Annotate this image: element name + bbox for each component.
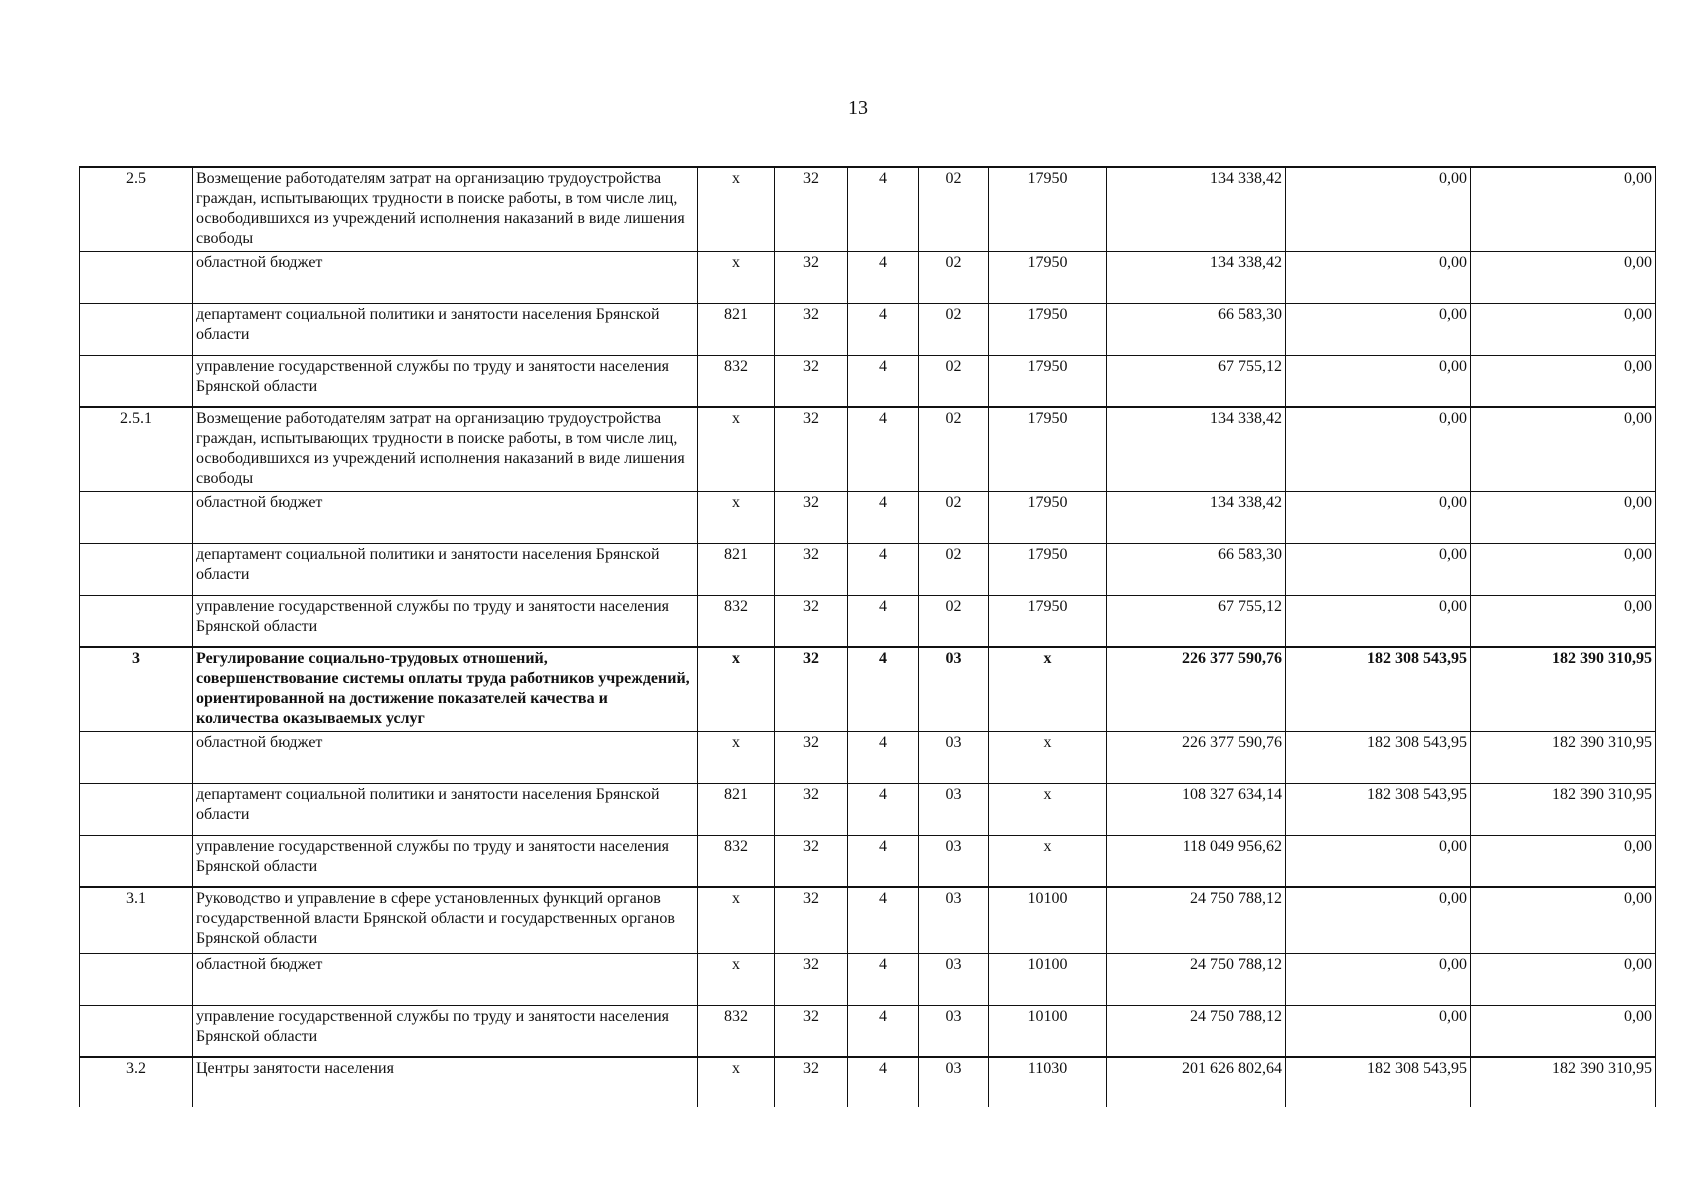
page-number: 13 — [848, 97, 868, 119]
program-code: 32 — [775, 887, 848, 953]
table-row — [80, 731, 1656, 783]
measure-code: 02 — [919, 167, 989, 251]
program-code: 32 — [775, 167, 848, 251]
program-code: 32 — [775, 595, 848, 647]
amount-year-2: 0,00 — [1286, 953, 1471, 1005]
grbs-code: 821 — [698, 303, 775, 355]
amount-year-1: 226 377 590,76 — [1107, 647, 1286, 731]
subprogram-code: 4 — [848, 647, 919, 731]
direction-code: х — [989, 647, 1107, 731]
subprogram-code: 4 — [848, 543, 919, 595]
direction-code: х — [989, 783, 1107, 835]
measure-code: 02 — [919, 303, 989, 355]
row-index: 2.5 — [80, 167, 193, 251]
amount-year-1: 24 750 788,12 — [1107, 953, 1286, 1005]
table-row — [80, 407, 1656, 491]
row-index: 3.1 — [80, 887, 193, 953]
measure-code: 02 — [919, 595, 989, 647]
measure-code: 03 — [919, 1057, 989, 1107]
amount-year-3: 0,00 — [1471, 167, 1656, 251]
row-name: департамент социальной политики и занятости населения Брянской области — [193, 543, 698, 595]
amount-year-3: 0,00 — [1471, 835, 1656, 887]
subprogram-code: 4 — [848, 595, 919, 647]
measure-code: 02 — [919, 491, 989, 543]
amount-year-1: 118 049 956,62 — [1107, 835, 1286, 887]
row-index: 2.5.1 — [80, 407, 193, 491]
subprogram-code: 4 — [848, 783, 919, 835]
program-code: 32 — [775, 407, 848, 491]
table-row — [80, 167, 1656, 251]
amount-year-2: 0,00 — [1286, 1005, 1471, 1057]
direction-code: 10100 — [989, 1005, 1107, 1057]
grbs-code: 832 — [698, 835, 775, 887]
amount-year-3: 0,00 — [1471, 887, 1656, 953]
table-body — [80, 167, 1656, 1107]
table-row — [80, 595, 1656, 647]
row-index — [80, 355, 193, 407]
grbs-code: 832 — [698, 595, 775, 647]
program-code: 32 — [775, 783, 848, 835]
measure-code: 02 — [919, 407, 989, 491]
amount-year-2: 0,00 — [1286, 355, 1471, 407]
amount-year-1: 66 583,30 — [1107, 543, 1286, 595]
table-row — [80, 1057, 1656, 1107]
direction-code: 17950 — [989, 595, 1107, 647]
direction-code: х — [989, 731, 1107, 783]
measure-code: 03 — [919, 731, 989, 783]
subprogram-code: 4 — [848, 835, 919, 887]
amount-year-2: 0,00 — [1286, 167, 1471, 251]
table-row — [80, 543, 1656, 595]
amount-year-3: 0,00 — [1471, 1005, 1656, 1057]
grbs-code: 821 — [698, 543, 775, 595]
amount-year-2: 0,00 — [1286, 303, 1471, 355]
budget-table — [79, 166, 1656, 1107]
row-name: департамент социальной политики и занятости населения Брянской области — [193, 783, 698, 835]
amount-year-2: 182 308 543,95 — [1286, 783, 1471, 835]
amount-year-2: 0,00 — [1286, 835, 1471, 887]
direction-code: 10100 — [989, 887, 1107, 953]
amount-year-1: 134 338,42 — [1107, 167, 1286, 251]
subprogram-code: 4 — [848, 251, 919, 303]
amount-year-3: 0,00 — [1471, 407, 1656, 491]
row-index — [80, 595, 193, 647]
amount-year-3: 0,00 — [1471, 595, 1656, 647]
amount-year-1: 134 338,42 — [1107, 251, 1286, 303]
subprogram-code: 4 — [848, 407, 919, 491]
program-code: 32 — [775, 1057, 848, 1107]
amount-year-2: 0,00 — [1286, 491, 1471, 543]
row-index — [80, 1005, 193, 1057]
direction-code: 11030 — [989, 1057, 1107, 1107]
measure-code: 02 — [919, 355, 989, 407]
grbs-code: 821 — [698, 783, 775, 835]
row-name: Регулирование социально-трудовых отношений, совершенствование системы оплаты труда работников учреждений, ориентированной на достижение показателей качества и количества оказываемых услуг — [193, 647, 698, 731]
measure-code: 03 — [919, 647, 989, 731]
subprogram-code: 4 — [848, 355, 919, 407]
amount-year-1: 134 338,42 — [1107, 407, 1286, 491]
table-row — [80, 835, 1656, 887]
grbs-code: х — [698, 251, 775, 303]
table-row — [80, 303, 1656, 355]
amount-year-1: 66 583,30 — [1107, 303, 1286, 355]
amount-year-3: 182 390 310,95 — [1471, 647, 1656, 731]
program-code: 32 — [775, 303, 848, 355]
table-row — [80, 491, 1656, 543]
amount-year-1: 24 750 788,12 — [1107, 1005, 1286, 1057]
amount-year-3: 0,00 — [1471, 303, 1656, 355]
subprogram-code: 4 — [848, 887, 919, 953]
measure-code: 03 — [919, 953, 989, 1005]
grbs-code: х — [698, 887, 775, 953]
program-code: 32 — [775, 1005, 848, 1057]
subprogram-code: 4 — [848, 1057, 919, 1107]
amount-year-1: 201 626 802,64 — [1107, 1057, 1286, 1107]
subprogram-code: 4 — [848, 1005, 919, 1057]
amount-year-2: 182 308 543,95 — [1286, 647, 1471, 731]
table-row — [80, 887, 1656, 953]
row-name: управление государственной службы по труду и занятости населения Брянской области — [193, 835, 698, 887]
direction-code: 17950 — [989, 407, 1107, 491]
table-row — [80, 953, 1656, 1005]
amount-year-2: 0,00 — [1286, 543, 1471, 595]
direction-code: 17950 — [989, 303, 1107, 355]
direction-code: 17950 — [989, 543, 1107, 595]
amount-year-1: 108 327 634,14 — [1107, 783, 1286, 835]
program-code: 32 — [775, 731, 848, 783]
grbs-code: х — [698, 491, 775, 543]
row-index — [80, 491, 193, 543]
amount-year-2: 0,00 — [1286, 251, 1471, 303]
measure-code: 03 — [919, 783, 989, 835]
program-code: 32 — [775, 953, 848, 1005]
measure-code: 02 — [919, 543, 989, 595]
subprogram-code: 4 — [848, 303, 919, 355]
row-name: управление государственной службы по труду и занятости населения Брянской области — [193, 595, 698, 647]
row-index — [80, 783, 193, 835]
direction-code: 17950 — [989, 355, 1107, 407]
amount-year-3: 182 390 310,95 — [1471, 1057, 1656, 1107]
grbs-code: х — [698, 731, 775, 783]
subprogram-code: 4 — [848, 731, 919, 783]
amount-year-3: 0,00 — [1471, 491, 1656, 543]
row-name: областной бюджет — [193, 953, 698, 1005]
table-row — [80, 647, 1656, 731]
row-name: областной бюджет — [193, 491, 698, 543]
direction-code: х — [989, 835, 1107, 887]
grbs-code: х — [698, 953, 775, 1005]
direction-code: 17950 — [989, 491, 1107, 543]
table-row — [80, 251, 1656, 303]
measure-code: 02 — [919, 251, 989, 303]
grbs-code: х — [698, 1057, 775, 1107]
subprogram-code: 4 — [848, 953, 919, 1005]
amount-year-2: 0,00 — [1286, 595, 1471, 647]
measure-code: 03 — [919, 835, 989, 887]
amount-year-3: 0,00 — [1471, 953, 1656, 1005]
row-index: 3 — [80, 647, 193, 731]
row-name: департамент социальной политики и занятости населения Брянской области — [193, 303, 698, 355]
amount-year-3: 0,00 — [1471, 251, 1656, 303]
row-index — [80, 251, 193, 303]
row-index — [80, 953, 193, 1005]
row-name: областной бюджет — [193, 251, 698, 303]
row-name: областной бюджет — [193, 731, 698, 783]
program-code: 32 — [775, 835, 848, 887]
row-index — [80, 303, 193, 355]
direction-code: 17950 — [989, 251, 1107, 303]
program-code: 32 — [775, 543, 848, 595]
amount-year-1: 67 755,12 — [1107, 355, 1286, 407]
row-name: Возмещение работодателям затрат на организацию трудоустройства граждан, испытывающих трудности в поиске работы, в том числе лиц, освободившихся из учреждений исполнения наказаний в виде лишения свободы — [193, 167, 698, 251]
grbs-code: 832 — [698, 355, 775, 407]
amount-year-3: 0,00 — [1471, 355, 1656, 407]
amount-year-3: 182 390 310,95 — [1471, 731, 1656, 783]
program-code: 32 — [775, 647, 848, 731]
amount-year-2: 182 308 543,95 — [1286, 731, 1471, 783]
amount-year-3: 182 390 310,95 — [1471, 783, 1656, 835]
table-row — [80, 783, 1656, 835]
measure-code: 03 — [919, 887, 989, 953]
amount-year-1: 134 338,42 — [1107, 491, 1286, 543]
program-code: 32 — [775, 491, 848, 543]
amount-year-1: 24 750 788,12 — [1107, 887, 1286, 953]
program-code: 32 — [775, 251, 848, 303]
grbs-code: х — [698, 647, 775, 731]
row-name: управление государственной службы по труду и занятости населения Брянской области — [193, 355, 698, 407]
row-name: Возмещение работодателям затрат на организацию трудоустройства граждан, испытывающих трудности в поиске работы, в том числе лиц, освободившихся из учреждений исполнения наказаний в виде лишения свободы — [193, 407, 698, 491]
row-name: управление государственной службы по труду и занятости населения Брянской области — [193, 1005, 698, 1057]
direction-code: 10100 — [989, 953, 1107, 1005]
row-index — [80, 835, 193, 887]
amount-year-1: 67 755,12 — [1107, 595, 1286, 647]
measure-code: 03 — [919, 1005, 989, 1057]
direction-code: 17950 — [989, 167, 1107, 251]
subprogram-code: 4 — [848, 491, 919, 543]
table-row — [80, 1005, 1656, 1057]
row-index: 3.2 — [80, 1057, 193, 1107]
program-code: 32 — [775, 355, 848, 407]
grbs-code: 832 — [698, 1005, 775, 1057]
row-name: Центры занятости населения — [193, 1057, 698, 1107]
amount-year-2: 182 308 543,95 — [1286, 1057, 1471, 1107]
grbs-code: х — [698, 407, 775, 491]
row-index — [80, 543, 193, 595]
amount-year-2: 0,00 — [1286, 407, 1471, 491]
table-row — [80, 355, 1656, 407]
subprogram-code: 4 — [848, 167, 919, 251]
amount-year-1: 226 377 590,76 — [1107, 731, 1286, 783]
row-index — [80, 731, 193, 783]
row-name: Руководство и управление в сфере установленных функций органов государственной власти Брянской области и государственных органов Брянской области — [193, 887, 698, 953]
grbs-code: х — [698, 167, 775, 251]
amount-year-2: 0,00 — [1286, 887, 1471, 953]
amount-year-3: 0,00 — [1471, 543, 1656, 595]
